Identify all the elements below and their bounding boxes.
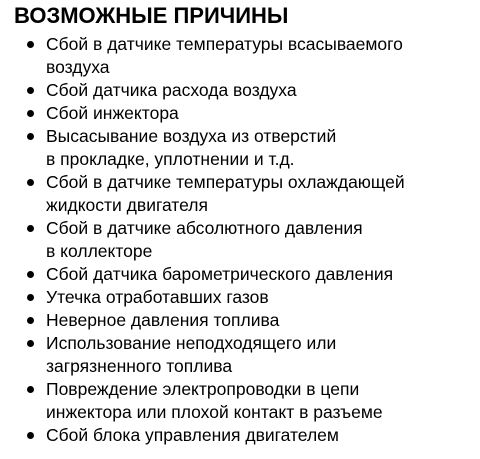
causes-list bbox=[0, 33, 480, 447]
bullet-icon bbox=[27, 110, 34, 117]
list-item-text: Сбой инжектора bbox=[46, 103, 179, 123]
list-item bbox=[0, 125, 480, 171]
bullet-icon bbox=[27, 225, 34, 232]
list-item-text: жидкости двигателя bbox=[46, 195, 208, 215]
list-item-text: в прокладке, уплотнении и т.д. bbox=[46, 149, 295, 169]
list-item-text: Повреждение электропроводки в цепи bbox=[46, 379, 360, 399]
list-item-text: Сбой в датчике абсолютного давления bbox=[46, 218, 363, 238]
list-item bbox=[0, 378, 480, 424]
list-item bbox=[0, 263, 480, 286]
list-item-text: в коллекторе bbox=[46, 241, 153, 261]
list-item-text: Утечка отработавших газов bbox=[46, 287, 269, 307]
bullet-icon bbox=[27, 432, 34, 439]
bullet-icon bbox=[27, 294, 34, 301]
list-item bbox=[0, 79, 480, 102]
list-item-text: воздуха bbox=[46, 57, 110, 77]
list-item-text: Сбой датчика барометрического давления bbox=[46, 264, 394, 284]
list-item-text: Сбой в датчике температуры всасываемого bbox=[46, 34, 403, 54]
list-item bbox=[0, 424, 480, 447]
bullet-icon bbox=[27, 41, 34, 48]
list-item-text: Сбой датчика расхода воздуха bbox=[46, 80, 297, 100]
list-item bbox=[0, 309, 480, 332]
list-item bbox=[0, 171, 480, 217]
bullet-icon bbox=[27, 317, 34, 324]
list-item-text: Сбой блока управления двигателем bbox=[46, 425, 339, 445]
list-item-text: загрязненного топлива bbox=[46, 356, 233, 376]
bullet-icon bbox=[27, 386, 34, 393]
list-item-text: Использование неподходящего или bbox=[46, 333, 337, 353]
bullet-icon bbox=[27, 179, 34, 186]
list-item bbox=[0, 286, 480, 309]
bullet-icon bbox=[27, 271, 34, 278]
list-item bbox=[0, 33, 480, 79]
list-item bbox=[0, 102, 480, 125]
page-title: ВОЗМОЖНЫЕ ПРИЧИНЫ bbox=[14, 3, 289, 28]
bullet-icon bbox=[27, 133, 34, 140]
list-item-text: инжектора или плохой контакт в разъеме bbox=[46, 402, 383, 422]
list-item bbox=[0, 332, 480, 378]
list-item-text: Неверное давления топлива bbox=[46, 310, 280, 330]
list-item-text: Сбой в датчике температуры охлаждающей bbox=[46, 172, 405, 192]
bullet-icon bbox=[27, 87, 34, 94]
bullet-icon bbox=[27, 340, 34, 347]
list-item-text: Высасывание воздуха из отверстий bbox=[46, 126, 337, 146]
list-item bbox=[0, 217, 480, 263]
